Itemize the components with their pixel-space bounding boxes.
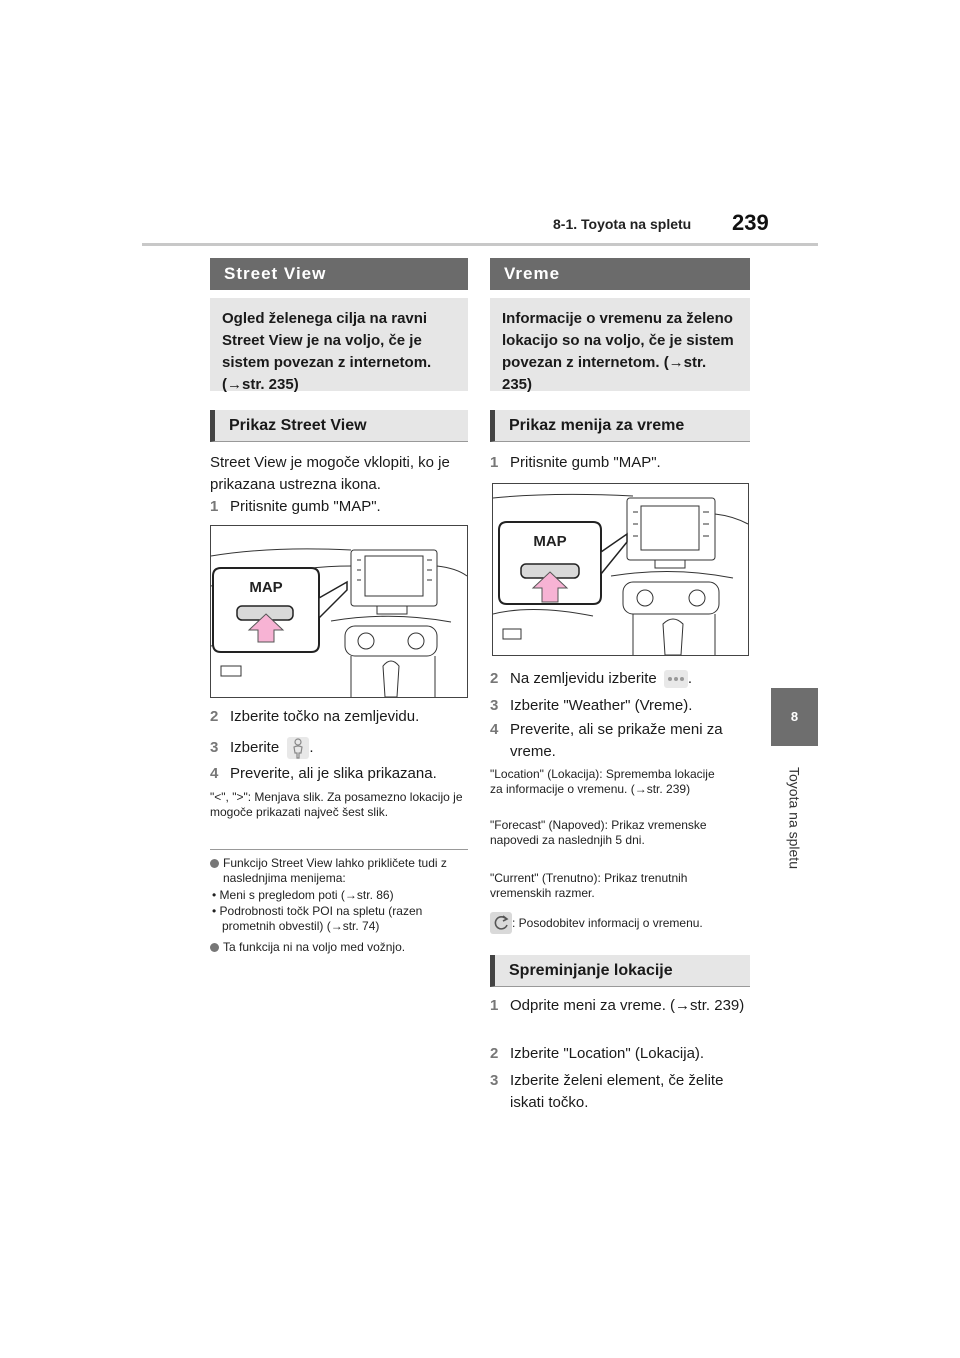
map-button-label: MAP [249, 579, 283, 596]
sub-bullet-2: • Podrobnosti točk POI na spletu (razen prometnih obvestil) (→str. 74) [212, 904, 423, 933]
step-suffix: . [309, 739, 314, 756]
page-number: 239 [732, 210, 769, 235]
weather-note-current: "Current" (Trenutno): Prikaz trenutnih vremenskih razmer. [490, 871, 688, 900]
step-text: Izberite "Location" (Lokacija). [510, 1045, 705, 1062]
pegman-icon [287, 737, 309, 759]
weather-title: Vreme [490, 258, 750, 290]
step-suffix: . [687, 670, 693, 687]
step-number: 2 [490, 670, 499, 687]
dashboard-drawing [211, 526, 467, 697]
step-text: Pritisnite gumb "MAP". [230, 498, 381, 515]
step-number: 1 [490, 454, 499, 471]
weather-note-forecast: "Forecast" (Napoved): Prikaz vremenske napovedi za naslednjih 5 dni. [490, 818, 707, 847]
step-number: 1 [490, 997, 499, 1014]
dashboard-illustration-left [210, 525, 468, 698]
note-bullet-2 [210, 940, 468, 955]
step-number: 4 [490, 721, 499, 738]
right-step-4 [490, 719, 750, 763]
step-number: 2 [210, 708, 219, 725]
note-divider [210, 849, 468, 850]
weather-note-refresh [490, 912, 750, 934]
right-step-1 [490, 452, 750, 474]
dashboard-drawing [493, 484, 748, 655]
sub-bullet-1: • Meni s pregledom poti (→str. 86) [212, 888, 394, 902]
dashboard-illustration-right [492, 483, 749, 656]
step-text: Preverite, ali je slika prikazana. [230, 765, 437, 782]
weather-subheading: Prikaz menija za vreme [490, 410, 750, 442]
step-text: Pritisnite gumb "MAP". [510, 454, 661, 471]
bullet-icon [210, 943, 219, 952]
step-number: 3 [490, 697, 499, 714]
location-step-2 [490, 1043, 750, 1065]
step-number: 4 [210, 765, 219, 782]
left-step-1 [210, 496, 468, 518]
step-number: 2 [490, 1045, 499, 1062]
step-text: Preverite, ali se prikaže meni za vreme. [510, 721, 723, 760]
left-step-4 [210, 763, 472, 785]
location-step-3 [490, 1070, 750, 1114]
header-divider [142, 243, 818, 246]
change-location-subheading: Spreminjanje lokacije [490, 955, 750, 987]
refresh-icon [490, 912, 512, 934]
step-number: 3 [210, 739, 219, 756]
chapter-side-text: Toyota na spletu [786, 767, 803, 869]
right-step-2 [490, 668, 750, 690]
step-text: Na zemljevidu izberite [510, 670, 657, 687]
chapter-tab: 8 [771, 688, 818, 746]
step-text: Izberite [230, 739, 280, 756]
chapter-side-label [775, 760, 815, 875]
section-header: 8-1. Toyota na spletu [553, 216, 692, 232]
step-text: Izberite točko na zemljevidu. [230, 708, 420, 725]
step-text: Izberite "Weather" (Vreme). [510, 697, 693, 714]
weather-intro: Informacije o vremenu za želeno lokacijo so na voljo, če je sistem povezan z internetom. (→str. 235) [490, 298, 750, 391]
bullet-icon [210, 859, 219, 868]
bullet-text: Ta funkcija ni na voljo med vožnjo. [223, 940, 406, 954]
refresh-note-text: : Posodobitev informacij o vremenu. [512, 915, 703, 930]
street-view-subheading: Prikaz Street View [210, 410, 468, 442]
step-text: Izberite želeni element, če želite iskati točko. [510, 1072, 724, 1111]
image-navigation-note: "<", ">": Menjava slik. Za posamezno lokacijo je mogoče prikazati največ šest slik. [210, 790, 463, 819]
street-view-para: Street View je mogoče vklopiti, ko je prikazana ustrezna ikona. [210, 454, 450, 493]
location-step-1 [490, 995, 750, 1017]
left-step-3 [210, 737, 468, 759]
step-number: 1 [210, 498, 219, 515]
left-step-2 [210, 706, 468, 728]
note-bullet-1 [210, 856, 468, 886]
bullet-text: Funkcijo Street View lahko prikličete tudi z naslednjima menijema: [223, 856, 447, 885]
map-button-label: MAP [533, 533, 567, 550]
more-options-icon [664, 670, 688, 688]
street-view-intro: Ogled želenega cilja na ravni Street View je na voljo, če je sistem povezan z internetom. (→str. 235) [210, 298, 468, 391]
street-view-title: Street View [210, 258, 468, 290]
step-number: 3 [490, 1072, 499, 1089]
step-text: Odprite meni za vreme. (→str. 239) [510, 997, 745, 1014]
weather-note-location: "Location" (Lokacija): Sprememba lokacije za informacije o vremenu. (→str. 239) [490, 767, 715, 796]
right-step-3 [490, 695, 750, 717]
